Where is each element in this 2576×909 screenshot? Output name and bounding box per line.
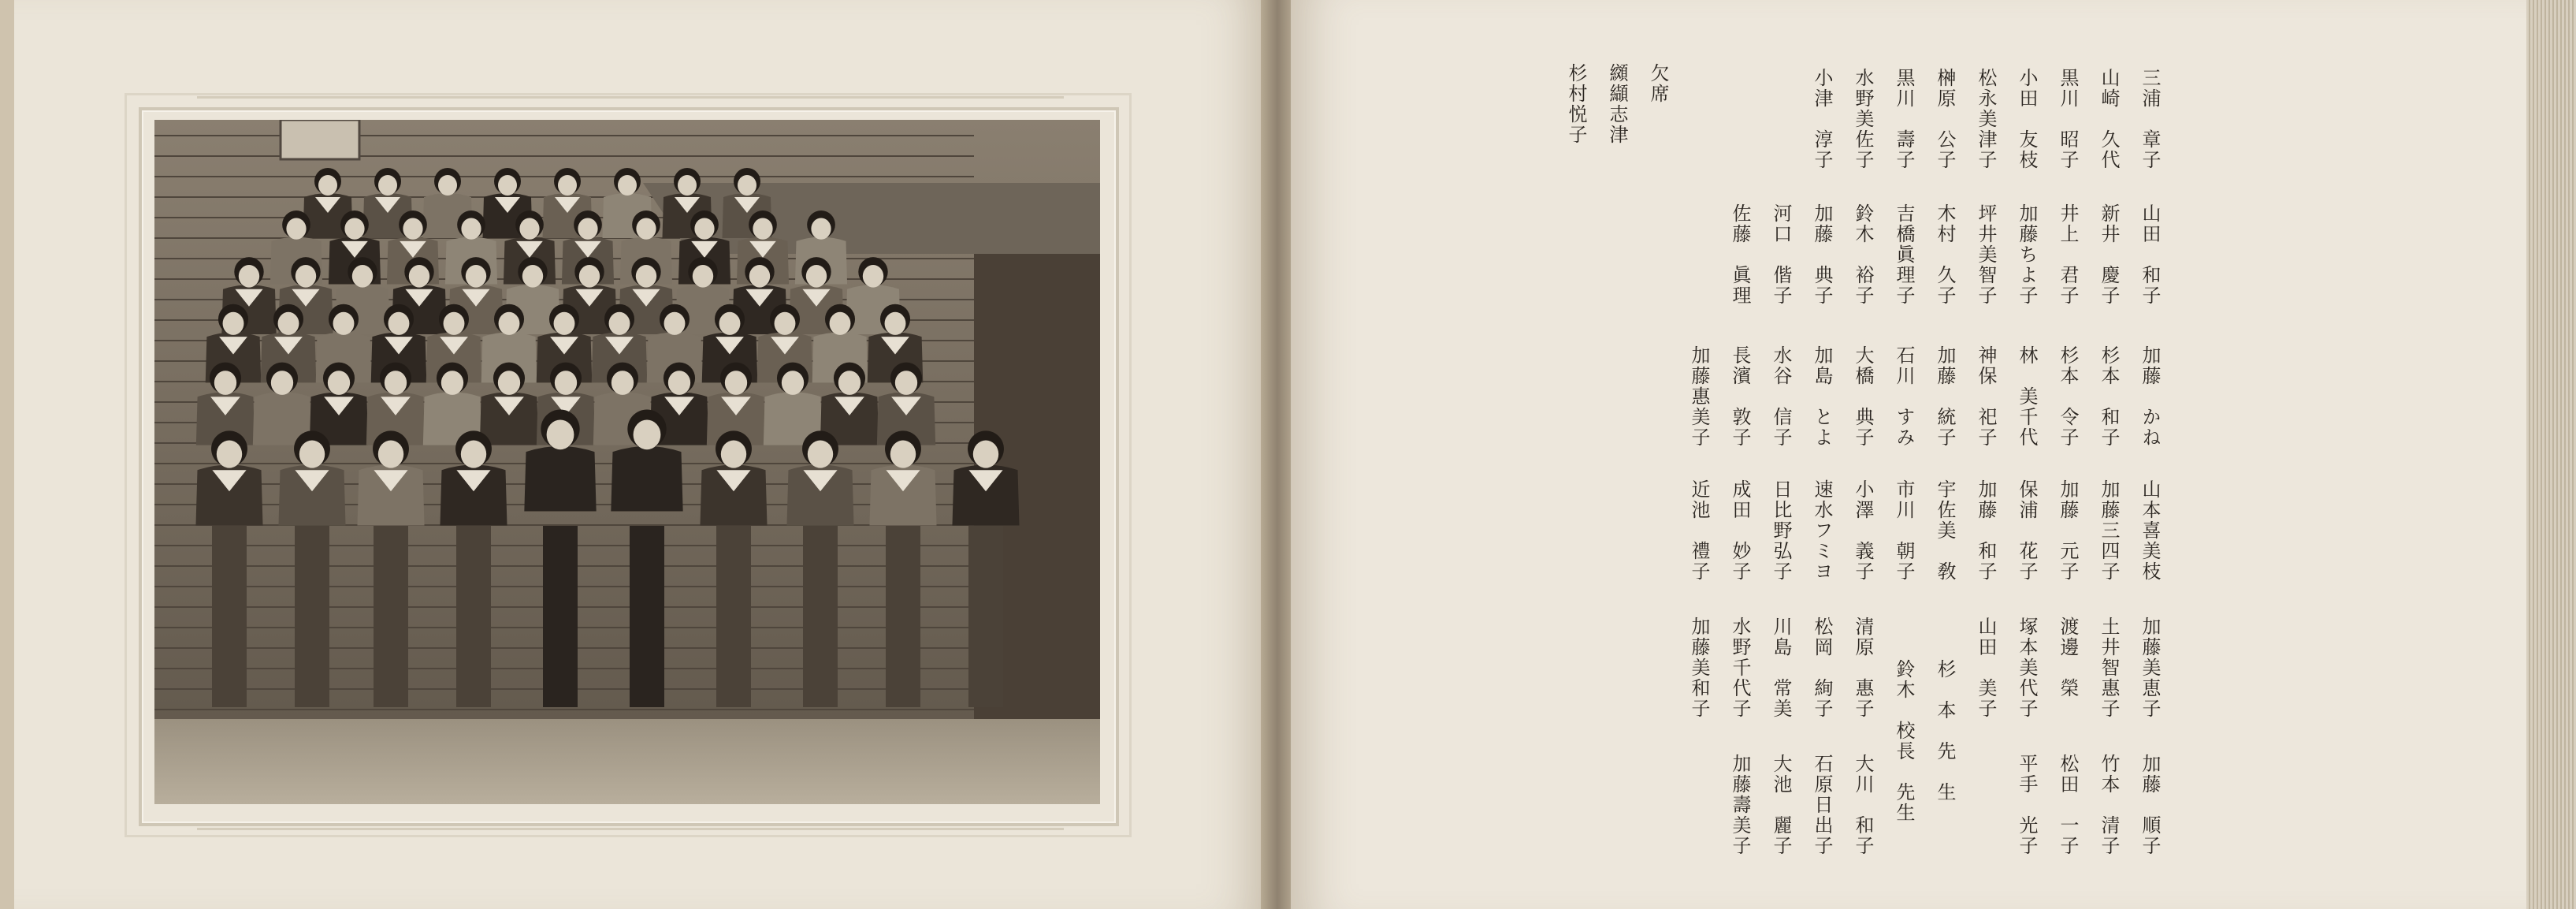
roster-name: 大池 麗子 [1770,754,1792,856]
roster-name: 加藤美恵子 [2139,617,2161,719]
roster-name: 井上 君子 [2057,203,2079,306]
person-legs [295,526,329,707]
person-legs [543,526,578,707]
person-legs [803,526,838,707]
roster-name: 黒川 昭子 [2057,68,2079,170]
roster-name: 市川 朝子 [1893,479,1915,582]
class-photo [154,120,1100,804]
person-legs [968,526,1003,707]
roster-name: 加藤壽美子 [1729,754,1751,856]
roster-name: 欠席 [1647,63,1669,104]
roster-name: 河口 偕子 [1770,203,1792,306]
mount-line-bottom [197,828,1064,830]
book-gutter [1261,0,1294,909]
roster-name: 加藤 かね [2139,345,2161,448]
roster-name: 渡邊 榮 [2057,617,2079,699]
roster-name: 杉本 令子 [2057,345,2079,448]
roster-name: 加藤 順子 [2139,754,2161,856]
roster-name: 佐藤 眞理 [1729,203,1751,306]
roster-name: 水谷 信子 [1770,345,1792,448]
person-legs [716,526,751,707]
page-edges [2526,0,2576,909]
roster-name: 長濱 敦子 [1729,345,1751,448]
roster-name: 坪井美智子 [1975,203,1997,306]
roster-name: 鈴木 裕子 [1852,203,1874,306]
roster-name: 杉 本 先 生 [1934,659,1956,803]
roster-name: 加藤 統子 [1934,345,1956,448]
person-legs [212,526,247,707]
roster-name: 成田 妙子 [1729,479,1751,582]
roster-name: 榊原 公子 [1934,68,1956,170]
roster-name: 山崎 久代 [2098,68,2120,170]
roster-name: 小澤 義子 [1852,479,1874,582]
class-photo-image [154,120,1100,804]
person-legs [886,526,920,707]
roster-name: 木村 久子 [1934,203,1956,306]
roster-name: 加藤美和子 [1688,617,1710,719]
roster-name: 土井智惠子 [2098,617,2120,719]
roster-name: 鈴木 校長 先生 [1893,659,1915,823]
person-legs [374,526,408,707]
roster-name: 保浦 花子 [2016,479,2038,582]
roster-name: 纐纈志津 [1606,63,1628,145]
roster-name: 塚本美代子 [2016,617,2038,719]
roster-name: 吉橋眞理子 [1893,203,1915,306]
roster-name: 清原 惠子 [1852,617,1874,719]
roster-name: 石原日出子 [1811,754,1833,856]
roster-name: 三浦 章子 [2139,68,2161,170]
roster-name: 新井 慶子 [2098,203,2120,306]
roster-name: 小田 友枝 [2016,68,2038,170]
roster-name: 山田 美子 [1975,617,1997,719]
roster-name: 加藤 典子 [1811,203,1833,306]
roster-name: 速水フミヨ [1811,479,1833,582]
roster-name: 黒川 壽子 [1893,68,1915,170]
roster-name: 加藤ちよ子 [2016,203,2038,306]
roster-name: 杉本 和子 [2098,345,2120,448]
roster-name: 山田 和子 [2139,203,2161,306]
roster-name: 日比野弘子 [1770,479,1792,582]
roster-name: 近池 禮子 [1688,479,1710,582]
person-legs [630,526,664,707]
roster-name: 林 美千代 [2016,345,2038,448]
roster-name: 水野千代子 [1729,617,1751,719]
roster-name: 竹本 清子 [2098,754,2120,856]
roster-name: 石川 すみ [1893,345,1915,448]
roster-name: 小津 淳子 [1811,68,1833,170]
roster-name: 神保 祀子 [1975,345,1997,448]
roster-name: 加藤三四子 [2098,479,2120,582]
roster-name: 杉村悦子 [1565,63,1587,145]
roster-name: 松岡 絢子 [1811,617,1833,719]
roster-name: 平手 光子 [2016,754,2038,856]
roster-name: 松永美津子 [1975,68,1997,170]
roster-name: 加藤惠美子 [1688,345,1710,448]
roster-name: 水野美佐子 [1852,68,1874,170]
roster-name: 加島 とよ [1811,345,1833,448]
roster-name: 加藤 元子 [2057,479,2079,582]
roster-name: 松田 一子 [2057,754,2079,856]
person-legs [456,526,491,707]
roster-name: 大橋 典子 [1852,345,1874,448]
roster-name: 山本喜美枝 [2139,479,2161,582]
roster-name: 宇佐美 敎 [1934,479,1956,582]
roster-name: 大川 和子 [1852,754,1874,856]
roster-name: 加藤 和子 [1975,479,1997,582]
mount-line-top [197,96,1064,99]
roster-name: 川島 常美 [1770,617,1792,719]
